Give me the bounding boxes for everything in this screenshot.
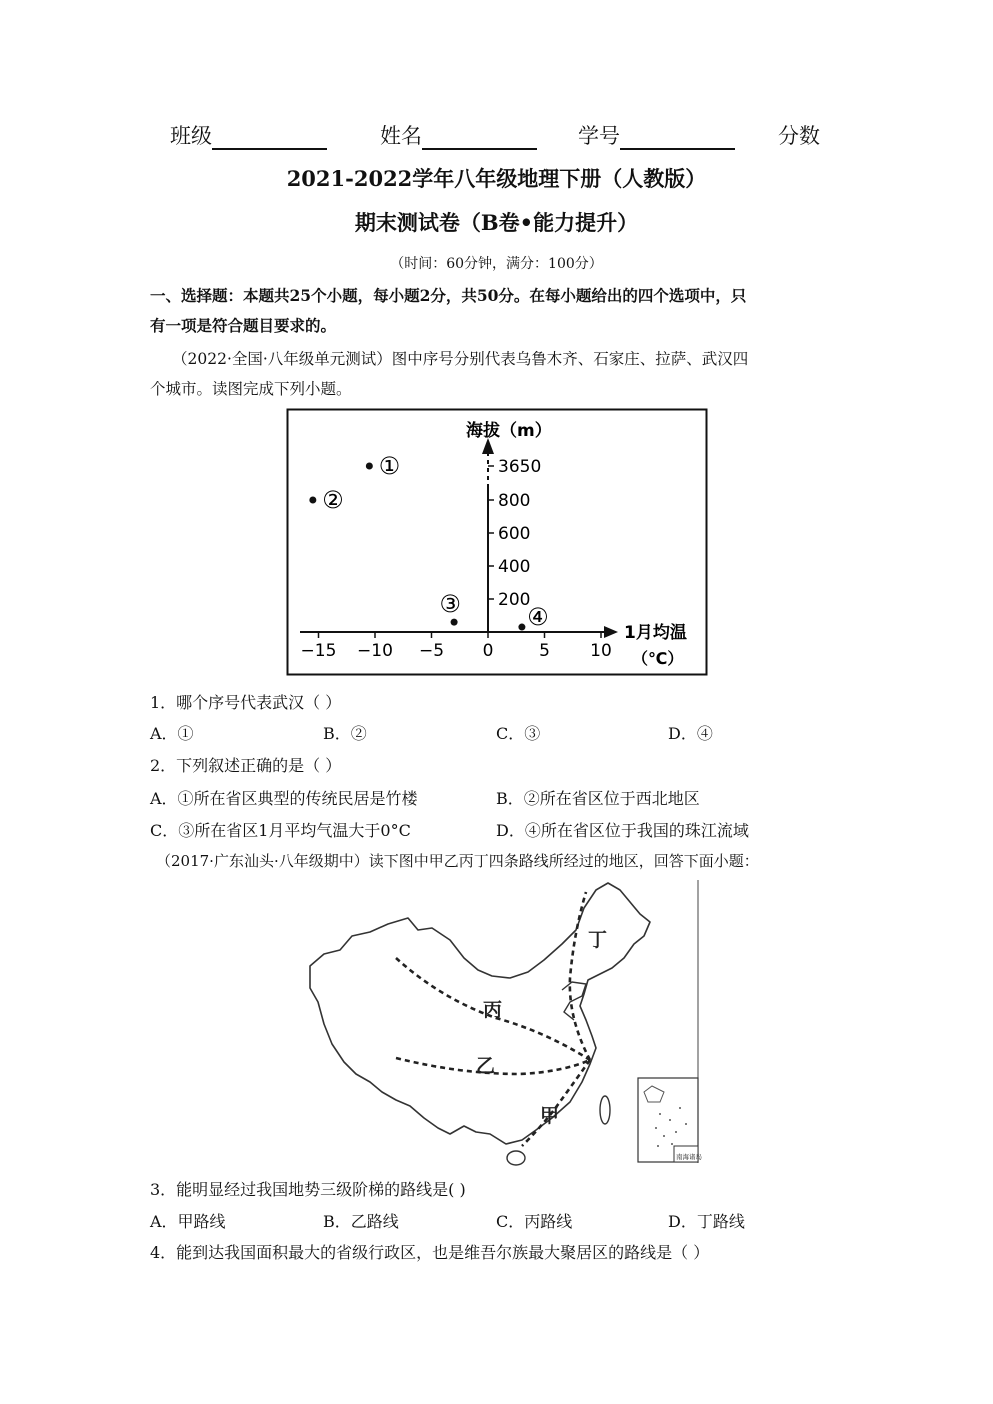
y-axis-label: 海拔（m）	[466, 421, 552, 441]
x-tick-label: 0	[482, 641, 494, 661]
q3-stem: 3．能明显经过我国地势三级阶梯的路线是( )	[150, 1180, 466, 1199]
route-label-ding: 丁	[588, 929, 608, 951]
data-point	[366, 463, 373, 470]
q3-option-a[interactable]: A．甲路线	[150, 1212, 226, 1231]
q1-option-d[interactable]: D．④	[668, 724, 713, 743]
y-tick-label: 3650	[498, 457, 542, 477]
route-ding	[570, 892, 590, 1060]
q1-option-a[interactable]: A．①	[150, 724, 194, 743]
x-tick-label: 10	[590, 641, 612, 661]
q3-option-b[interactable]: B．乙路线	[323, 1212, 399, 1231]
inset-label: 南海诸岛	[676, 1153, 702, 1161]
x-axis-label: 1月均温	[624, 623, 687, 643]
class-field	[170, 120, 327, 150]
route-label-bing: 丙	[483, 999, 503, 1021]
score-label: 分数	[778, 124, 820, 148]
name-blank[interactable]	[422, 126, 537, 150]
intro1-line1: （2022·全国·八年级单元测试）图中序号分别代表乌鲁木齐、石家庄、拉萨、武汉四	[172, 350, 749, 368]
data-point	[309, 497, 316, 504]
class-blank[interactable]	[212, 126, 327, 150]
hainan-island	[507, 1151, 525, 1165]
y-tick-label: 400	[498, 557, 531, 577]
class-label: 班级	[170, 124, 212, 148]
x-tick-label: −15	[300, 641, 337, 661]
name-field	[380, 120, 537, 150]
section-heading-line2: 有一项是符合题目要求的。	[150, 316, 337, 335]
data-point-label: ③	[439, 590, 461, 619]
name-label: 姓名	[380, 124, 422, 148]
q1-stem: 1．哪个序号代表武汉（ ）	[150, 693, 342, 712]
q2-option-d[interactable]: D．④所在省区位于我国的珠江流域	[496, 821, 749, 840]
q2-option-a[interactable]: A．①所在省区典型的传统民居是竹楼	[150, 789, 418, 808]
route-label-yi: 乙	[476, 1055, 496, 1077]
data-point-label: ②	[322, 486, 344, 514]
q1-option-b[interactable]: B．②	[323, 724, 367, 743]
y-tick-label: 800	[498, 491, 531, 511]
x-tick-label: −10	[357, 641, 393, 661]
china-routes-map	[300, 878, 705, 1170]
q1-option-c[interactable]: C．③	[496, 724, 541, 743]
y-tick-label: 600	[498, 524, 531, 544]
id-label: 学号	[578, 124, 620, 148]
intro1-line2: 个城市。读图完成下列小题。	[150, 380, 352, 398]
exam-info: （时间：60分钟，满分：100分）	[390, 256, 603, 272]
china-outline	[310, 883, 650, 1144]
altitude-temperature-chart	[286, 408, 708, 676]
q3-option-c[interactable]: C．丙路线	[496, 1212, 573, 1231]
taiwan-island	[600, 1096, 610, 1124]
x-tick-label: 5	[539, 641, 550, 661]
intro2: （2017·广东汕头·八年级期中）读下图中甲乙丙丁四条路线所经过的地区，回答下面小题：	[156, 852, 759, 870]
data-point	[518, 624, 525, 631]
id-blank[interactable]	[620, 126, 735, 150]
id-field	[578, 120, 735, 150]
q3-option-d[interactable]: D．丁路线	[668, 1212, 745, 1231]
page-title: 2021-2022学年八年级地理下册（人教版）	[286, 166, 707, 191]
data-point	[451, 619, 458, 626]
q2-option-b[interactable]: B．②所在省区位于西北地区	[496, 789, 700, 808]
q2-stem: 2．下列叙述正确的是（ ）	[150, 756, 342, 775]
x-axis-unit: （℃）	[632, 649, 684, 668]
section-heading-line1: 一、选择题：本题共25个小题，每小题2分，共50分。在每小题给出的四个选项中，只	[150, 286, 747, 305]
y-tick-label: 200	[498, 590, 531, 610]
route-label-jia: 甲	[540, 1105, 560, 1127]
x-tick-label: −5	[418, 641, 445, 661]
q4-stem: 4．能到达我国面积最大的省级行政区，也是维吾尔族最大聚居区的路线是（ ）	[150, 1243, 710, 1262]
q2-option-c[interactable]: C．③所在省区1月平均气温大于0°C	[150, 821, 411, 840]
data-point-label: ④	[527, 603, 549, 632]
page-subtitle: 期末测试卷（B卷•能力提升）	[354, 210, 639, 235]
data-point-label: ①	[378, 452, 401, 480]
